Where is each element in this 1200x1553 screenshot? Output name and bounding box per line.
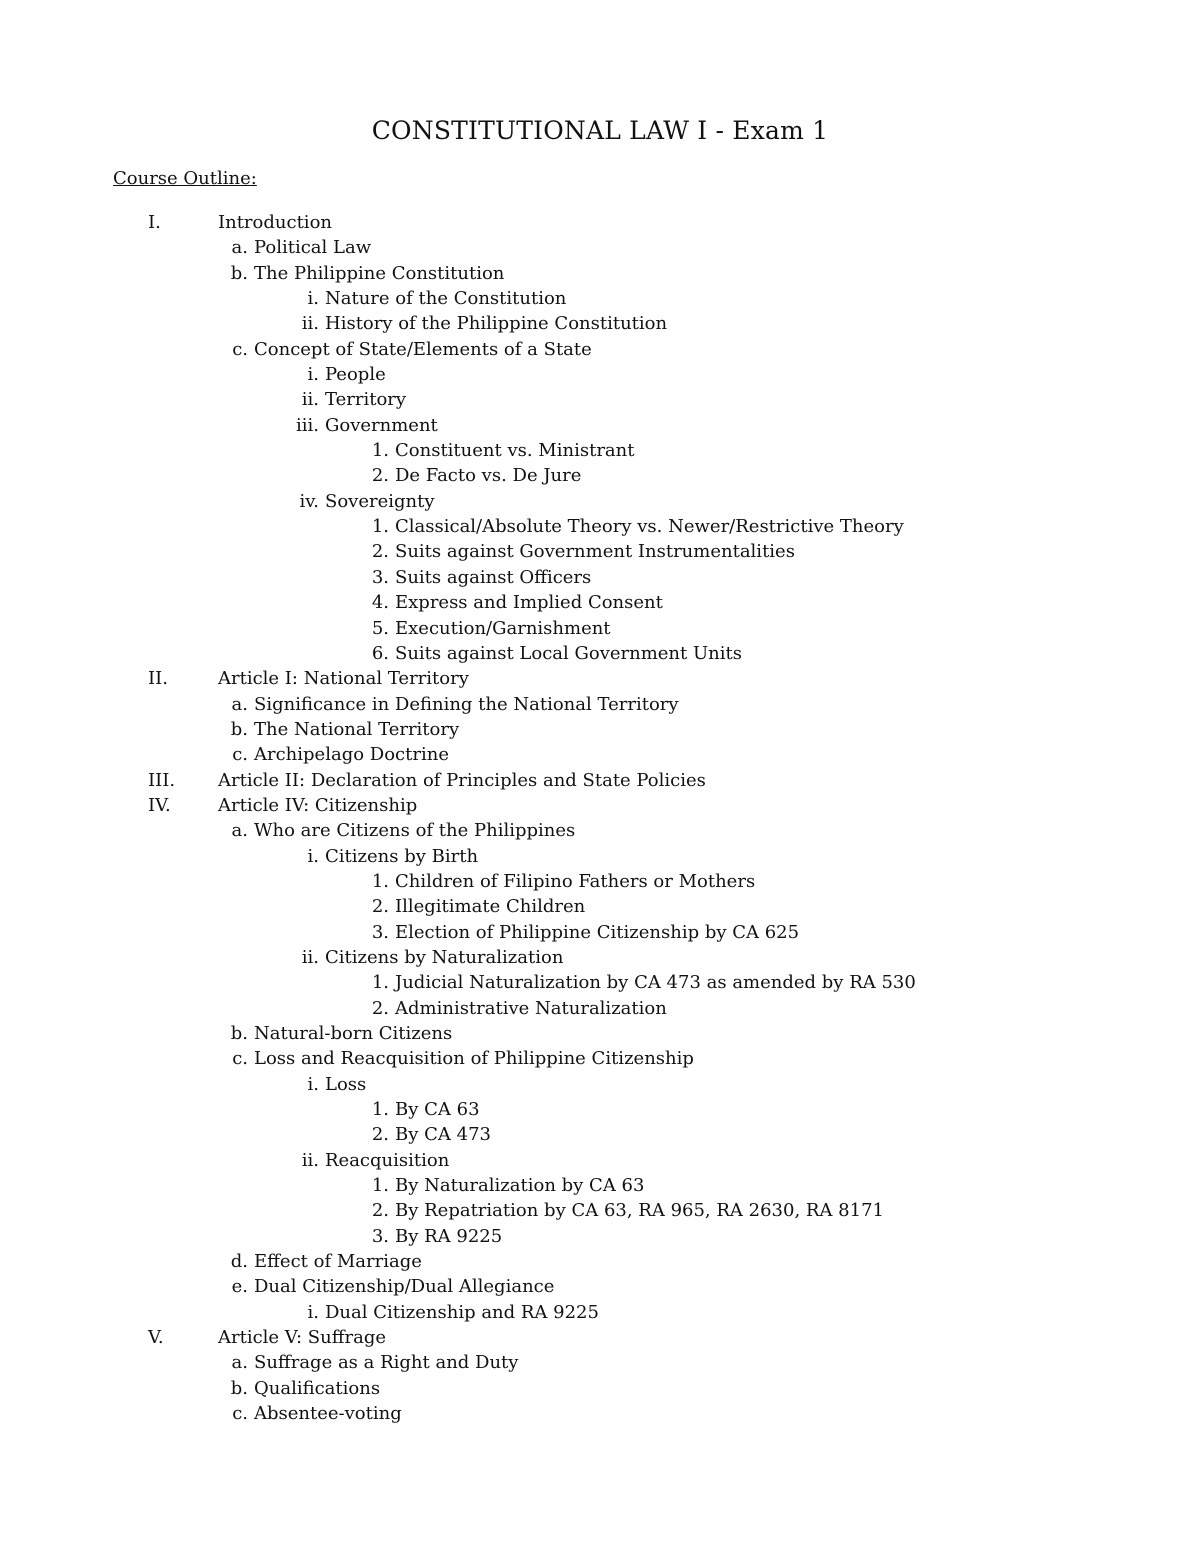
outline-item-text: Introduction [218, 212, 332, 233]
outline-item [0, 1198, 1200, 1223]
outline-item [0, 894, 1200, 919]
outline-item-text: Territory [325, 389, 407, 411]
outline-item-text: Absentee-voting [254, 1403, 402, 1425]
outline-item [0, 793, 1200, 818]
outline-item [0, 742, 1200, 767]
outline-item-text: Children of Filipino Fathers or Mothers [395, 870, 756, 892]
outline-item-text: By CA 63 [395, 1099, 480, 1121]
outline-item-marker: a. [231, 1352, 248, 1374]
outline-item [0, 1300, 1200, 1325]
outline-item-marker: d. [230, 1251, 248, 1273]
outline-item-text: Election of Philippine Citizenship by CA 625 [395, 921, 800, 943]
outline-item [0, 844, 1200, 869]
outline-item [0, 692, 1200, 717]
outline-item-marker: 5. [371, 617, 389, 639]
outline-item [0, 337, 1200, 362]
outline-item-marker: i. [307, 845, 319, 867]
outline-item-text: Government [325, 414, 438, 436]
outline-item-marker: 1. [371, 1175, 389, 1197]
outline-item [0, 1148, 1200, 1173]
outline-item-text: Constituent vs. Ministrant [395, 440, 635, 462]
outline-item-text: Significance in Defining the National Territory [254, 693, 679, 715]
outline-item-marker: 4. [371, 592, 389, 614]
outline-item-text: Article V: Suffrage [218, 1327, 387, 1349]
outline-item-marker: 1. [371, 870, 389, 892]
outline-item-text: Classical/Absolute Theory vs. Newer/Restrictive Theory [395, 516, 904, 538]
outline-item-marker: 2. [371, 465, 389, 487]
outline-item-text: Article IV: Citizenship [218, 794, 418, 816]
outline-item-text: Dual Citizenship/Dual Allegiance [254, 1276, 555, 1298]
outline-item-marker: iv. [299, 490, 319, 512]
outline-item-text: The National Territory [254, 718, 460, 740]
outline-item-marker: 2. [371, 997, 389, 1019]
outline-item-text: Suffrage as a Right and Duty [254, 1352, 519, 1374]
outline-item-marker: 2. [371, 541, 389, 563]
outline-item-text: Express and Implied Consent [395, 592, 663, 614]
outline-item [0, 1097, 1200, 1122]
outline-item [0, 641, 1200, 666]
outline-item [0, 235, 1200, 260]
document-title: CONSTITUTIONAL LAW I - Exam 1 [371, 116, 829, 145]
outline-item-marker: 3. [371, 1225, 389, 1247]
outline-item-text: Citizens by Naturalization [325, 946, 564, 968]
outline-item-marker: i. [307, 1301, 319, 1323]
outline-item-marker: II. [148, 668, 168, 690]
outline-item-marker: c. [232, 1048, 248, 1070]
outline-item [0, 920, 1200, 945]
outline-item [0, 489, 1200, 514]
outline-item-text: Judicial Naturalization by CA 473 as amended by RA 530 [395, 972, 916, 994]
outline-item-marker: iii. [296, 414, 319, 436]
outline-item-text: Loss [325, 1073, 367, 1095]
outline-item [0, 387, 1200, 412]
outline-item-marker: i. [307, 1073, 319, 1095]
course-outline-list [0, 210, 1200, 1427]
outline-item [0, 1350, 1200, 1375]
outline-item [0, 970, 1200, 995]
outline-item [0, 1249, 1200, 1274]
outline-item-marker: i. [307, 288, 319, 310]
outline-item-text: Illegitimate Children [395, 896, 586, 918]
outline-item-text: Reacquisition [325, 1149, 450, 1171]
outline-item [0, 413, 1200, 438]
outline-item-text: Article I: National Territory [218, 668, 469, 690]
outline-item-text: Suits against Officers [395, 566, 592, 588]
outline-item-marker: 3. [371, 566, 389, 588]
outline-item-marker: e. [231, 1276, 248, 1298]
outline-item-text: Execution/Garnishment [395, 617, 611, 639]
outline-item [0, 1122, 1200, 1147]
outline-item-marker: III. [148, 769, 176, 791]
outline-item [0, 1224, 1200, 1249]
outline-item-text: By RA 9225 [395, 1225, 503, 1247]
outline-item [0, 463, 1200, 488]
outline-item-text: Sovereignty [325, 490, 435, 512]
outline-item-text: Qualifications [254, 1377, 381, 1399]
outline-item-marker: b. [230, 1377, 248, 1399]
outline-item-text: Nature of the Constitution [325, 288, 567, 310]
outline-item [0, 666, 1200, 691]
outline-item-text: By Repatriation by CA 63, RA 965, RA 2630, RA 8171 [395, 1200, 884, 1222]
outline-item-text: Natural-born Citizens [254, 1023, 453, 1044]
outline-item-text: De Facto vs. De Jure [395, 465, 582, 487]
outline-item-text: Citizens by Birth [325, 845, 479, 867]
outline-item-text: By CA 473 [395, 1124, 491, 1146]
outline-item-text: Who are Citizens of the Philippines [254, 820, 576, 842]
outline-item-text: Archipelago Doctrine [254, 744, 449, 766]
outline-item-marker: b. [230, 718, 248, 740]
outline-item-text: Political Law [254, 237, 372, 259]
outline-item-text: By Naturalization by CA 63 [395, 1175, 645, 1197]
outline-item-marker: b. [230, 1023, 248, 1044]
outline-item-marker: ii. [301, 946, 319, 968]
outline-item [0, 818, 1200, 843]
outline-item-marker: 3. [371, 921, 389, 943]
outline-item [0, 210, 1200, 235]
outline-item-text: Suits against Local Government Units [395, 642, 742, 664]
outline-item-marker: a. [231, 693, 248, 715]
outline-item [0, 1021, 1200, 1046]
outline-item [0, 1173, 1200, 1198]
outline-item [0, 311, 1200, 336]
outline-item-marker: ii. [301, 1149, 319, 1171]
outline-item-marker: ii. [301, 313, 319, 335]
outline-item-marker: 1. [371, 1099, 389, 1121]
outline-item-text: Effect of Marriage [254, 1251, 422, 1273]
outline-item [0, 1072, 1200, 1097]
outline-item-text: Administrative Naturalization [395, 997, 667, 1019]
outline-item-text: Loss and Reacquisition of Philippine Citizenship [254, 1048, 694, 1070]
outline-item [0, 286, 1200, 311]
outline-item [0, 438, 1200, 463]
outline-item [0, 616, 1200, 641]
outline-item [0, 514, 1200, 539]
outline-item [0, 717, 1200, 742]
outline-item-marker: c. [232, 744, 248, 766]
outline-item [0, 1401, 1200, 1426]
outline-item-marker: a. [231, 820, 248, 842]
course-outline-heading: Course Outline: [113, 168, 257, 189]
outline-item-marker: 1. [371, 516, 389, 538]
outline-item-marker: V. [148, 1327, 164, 1349]
outline-item-text: Concept of State/Elements of a State [254, 338, 592, 360]
outline-item-text: Dual Citizenship and RA 9225 [325, 1301, 599, 1323]
outline-item [0, 1046, 1200, 1071]
outline-item-marker: c. [232, 1403, 248, 1425]
outline-item [0, 869, 1200, 894]
outline-item-marker: I. [148, 212, 161, 233]
outline-item-text: The Philippine Constitution [254, 262, 505, 284]
outline-item [0, 996, 1200, 1021]
outline-item [0, 768, 1200, 793]
outline-item-marker: b. [230, 262, 248, 284]
outline-item-marker: IV. [148, 794, 171, 816]
outline-item [0, 590, 1200, 615]
outline-item-text: Suits against Government Instrumentalities [395, 541, 795, 563]
outline-item-marker: 2. [371, 1124, 389, 1146]
outline-item [0, 1376, 1200, 1401]
outline-item-text: History of the Philippine Constitution [325, 313, 668, 335]
outline-item-marker: i. [307, 364, 319, 386]
outline-item-text: People [325, 364, 386, 386]
outline-item [0, 362, 1200, 387]
outline-item [0, 945, 1200, 970]
outline-item [0, 539, 1200, 564]
outline-item-text: Article II: Declaration of Principles and State Policies [218, 769, 706, 791]
outline-item [0, 261, 1200, 286]
outline-item-marker: 1. [371, 972, 389, 994]
outline-item-marker: ii. [301, 389, 319, 411]
outline-item-marker: 1. [371, 440, 389, 462]
outline-item [0, 1325, 1200, 1350]
outline-item-marker: c. [232, 338, 248, 360]
outline-item-marker: a. [231, 237, 248, 259]
outline-item-marker: 6. [371, 642, 389, 664]
outline-item [0, 565, 1200, 590]
outline-item-marker: 2. [371, 1200, 389, 1222]
outline-item-marker: 2. [371, 896, 389, 918]
outline-item [0, 1274, 1200, 1299]
